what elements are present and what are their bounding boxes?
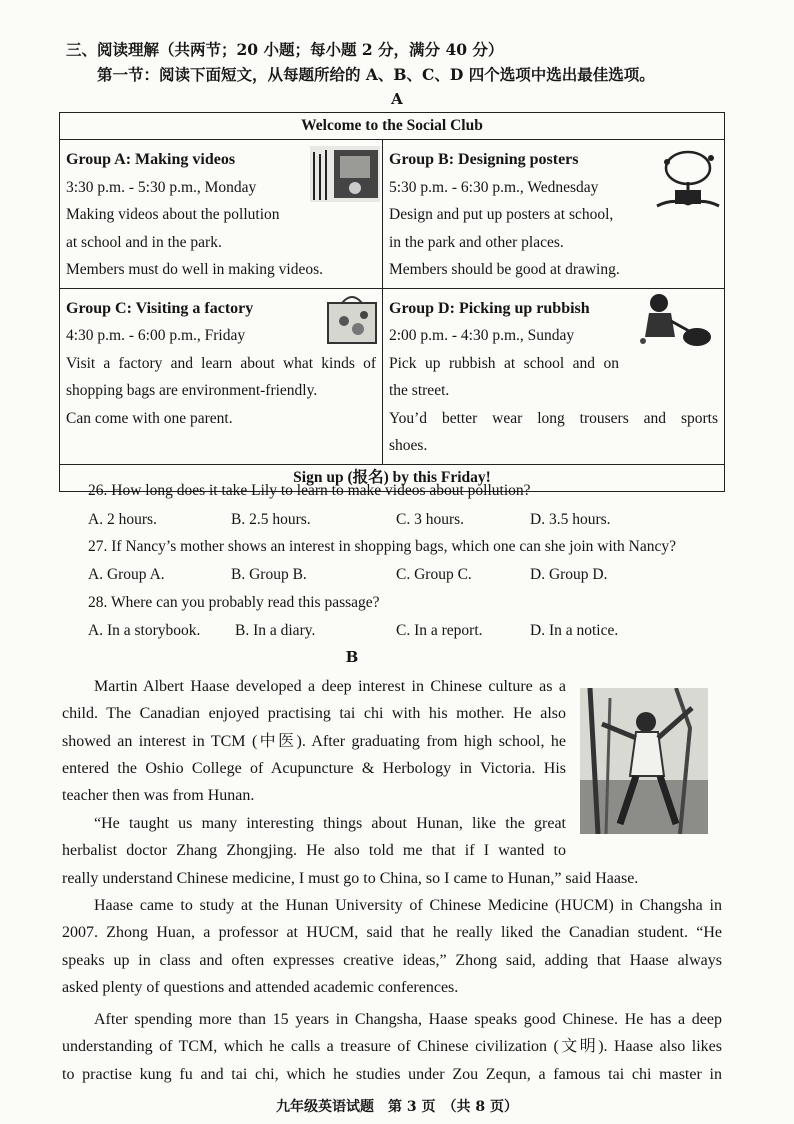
option-b[interactable]: B. In a diary. — [235, 622, 316, 639]
sign-up-note: Sign up (报名) by this Friday! — [60, 464, 725, 491]
group-title: Group D: Picking up rubbish — [389, 299, 590, 317]
option-b[interactable]: B. 2.5 hours. — [231, 511, 311, 528]
video-camera-picture — [310, 146, 380, 202]
text-line: understanding of TCM, which he calls a treasure of Chinese civilization (文明). Haase also likes — [62, 1038, 722, 1056]
rubbish-picker-picture — [637, 291, 713, 349]
group-time: 5:30 p.m. - 6:30 p.m., Wednesday — [389, 178, 599, 196]
group-time: 4:30 p.m. - 6:00 p.m., Friday — [66, 327, 246, 344]
text-line: asked plenty of questions and attended academic conferences. — [62, 978, 459, 996]
poster-drawing-picture — [653, 146, 723, 210]
section-title: 三、阅读理解（共两节；20 小题；每小题 2 分，满分 40 分） — [66, 40, 504, 59]
tai-chi-photo — [580, 688, 708, 834]
group-title: Group B: Designing posters — [389, 151, 579, 168]
group-line: Design and put up posters at school, — [389, 206, 614, 223]
group-line: shoes. — [389, 437, 428, 454]
group-b-cell — [383, 140, 725, 289]
text-line: teacher then was from Hunan. — [62, 787, 255, 805]
passage-b-label: B — [345, 648, 359, 666]
group-line: shopping bags are environment-friendly. — [66, 382, 318, 399]
group-line: in the park and other places. — [389, 233, 564, 251]
shopping-bag-picture — [326, 293, 378, 345]
passage-b-paragraph-1 — [62, 673, 566, 809]
question-27: 27. If Nancy’s mother shows an interest in shopping bags, which one can she join with Nancy? — [88, 538, 677, 555]
social-club-table — [59, 112, 725, 492]
passage-a-label: A — [391, 90, 403, 108]
group-line: the street. — [389, 382, 450, 399]
option-a[interactable]: A. 2 hours. — [88, 511, 157, 528]
passage-b-paragraph-4 — [62, 1006, 722, 1088]
text-line: “He taught us many interesting things about Hunan, like the great — [94, 815, 566, 832]
question-26: 26. How long does it take Lily to learn to make videos about pollution? — [88, 482, 531, 499]
text-line: 2007. Zhong Huan, a professor at HUCM, said that he really liked the Canadian student. “He — [62, 924, 722, 942]
text-line: Haase came to study at the Hunan University of Chinese Medicine (HUCM) in Changsha in — [94, 897, 722, 914]
text-line: showed an interest in TCM (中医). After graduating from high school, he — [62, 732, 566, 750]
text-line: really understand Chinese medicine, I must go to China, so I came to Hunan,” said Haase. — [62, 869, 639, 887]
group-line: Members should be good at drawing. — [389, 261, 620, 278]
passage-b-paragraph-2 — [62, 810, 639, 892]
group-line: Visit a factory and learn about what kinds of — [66, 354, 376, 372]
section-instruction: 第一节：阅读下面短文，从每题所给的 A、B、C、D 四个选项中选出最佳选项。 — [97, 65, 655, 84]
group-line: at school and in the park. — [66, 233, 222, 251]
text-line: Martin Albert Haase developed a deep interest in Chinese culture as a — [94, 678, 566, 695]
group-line: Can come with one parent. — [66, 409, 233, 427]
table-title: Welcome to the Social Club — [60, 113, 725, 140]
option-d[interactable]: D. 3.5 hours. — [530, 511, 611, 528]
text-line: child. The Canadian enjoyed practising tai chi with his mother. He also — [62, 705, 566, 723]
option-c[interactable]: C. In a report. — [396, 622, 483, 639]
group-line: Making videos about the pollution — [66, 206, 280, 223]
option-d[interactable]: D. In a notice. — [530, 622, 619, 639]
option-c[interactable]: C. Group C. — [396, 566, 472, 583]
text-line: entered the Oshio College of Acupuncture & Herbology in Victoria. His — [62, 759, 566, 777]
text-line: After spending more than 15 years in Changsha, Haase speaks good Chinese. He has a deep — [94, 1011, 722, 1028]
passage-b-paragraph-3 — [62, 892, 722, 1001]
group-time: 3:30 p.m. - 5:30 p.m., Monday — [66, 178, 257, 196]
group-d-cell — [383, 288, 725, 464]
text-line: herbalist doctor Zhang Zhongjing. He also told me that if I wanted to — [62, 842, 566, 860]
option-a[interactable]: A. In a storybook. — [88, 622, 201, 639]
page-footer: 九年级英语试题 第 3 页 （共 8 页） — [276, 1099, 518, 1115]
group-line: Pick up rubbish at school and on — [389, 354, 619, 372]
option-c[interactable]: C. 3 hours. — [396, 511, 465, 528]
option-d[interactable]: D. Group D. — [530, 566, 608, 583]
option-b[interactable]: B. Group B. — [231, 566, 307, 583]
group-title: Group A: Making videos — [66, 151, 236, 168]
group-time: 2:00 p.m. - 4:30 p.m., Sunday — [389, 327, 575, 344]
text-line: to practise kung fu and tai chi, which he studies under Zou Zequn, a famous tai chi master in — [62, 1065, 722, 1083]
group-c-cell — [60, 288, 383, 464]
group-line: Members must do well in making videos. — [66, 261, 324, 278]
option-a[interactable]: A. Group A. — [88, 566, 165, 583]
text-line: speaks up in class and often expresses creative ideas,” Zhong said, adding that Haase always — [62, 951, 722, 969]
group-line: You’d better wear long trousers and sports — [389, 409, 718, 427]
question-28: 28. Where can you probably read this passage? — [88, 594, 380, 611]
group-a-cell — [60, 140, 383, 289]
group-title: Group C: Visiting a factory — [66, 299, 254, 317]
